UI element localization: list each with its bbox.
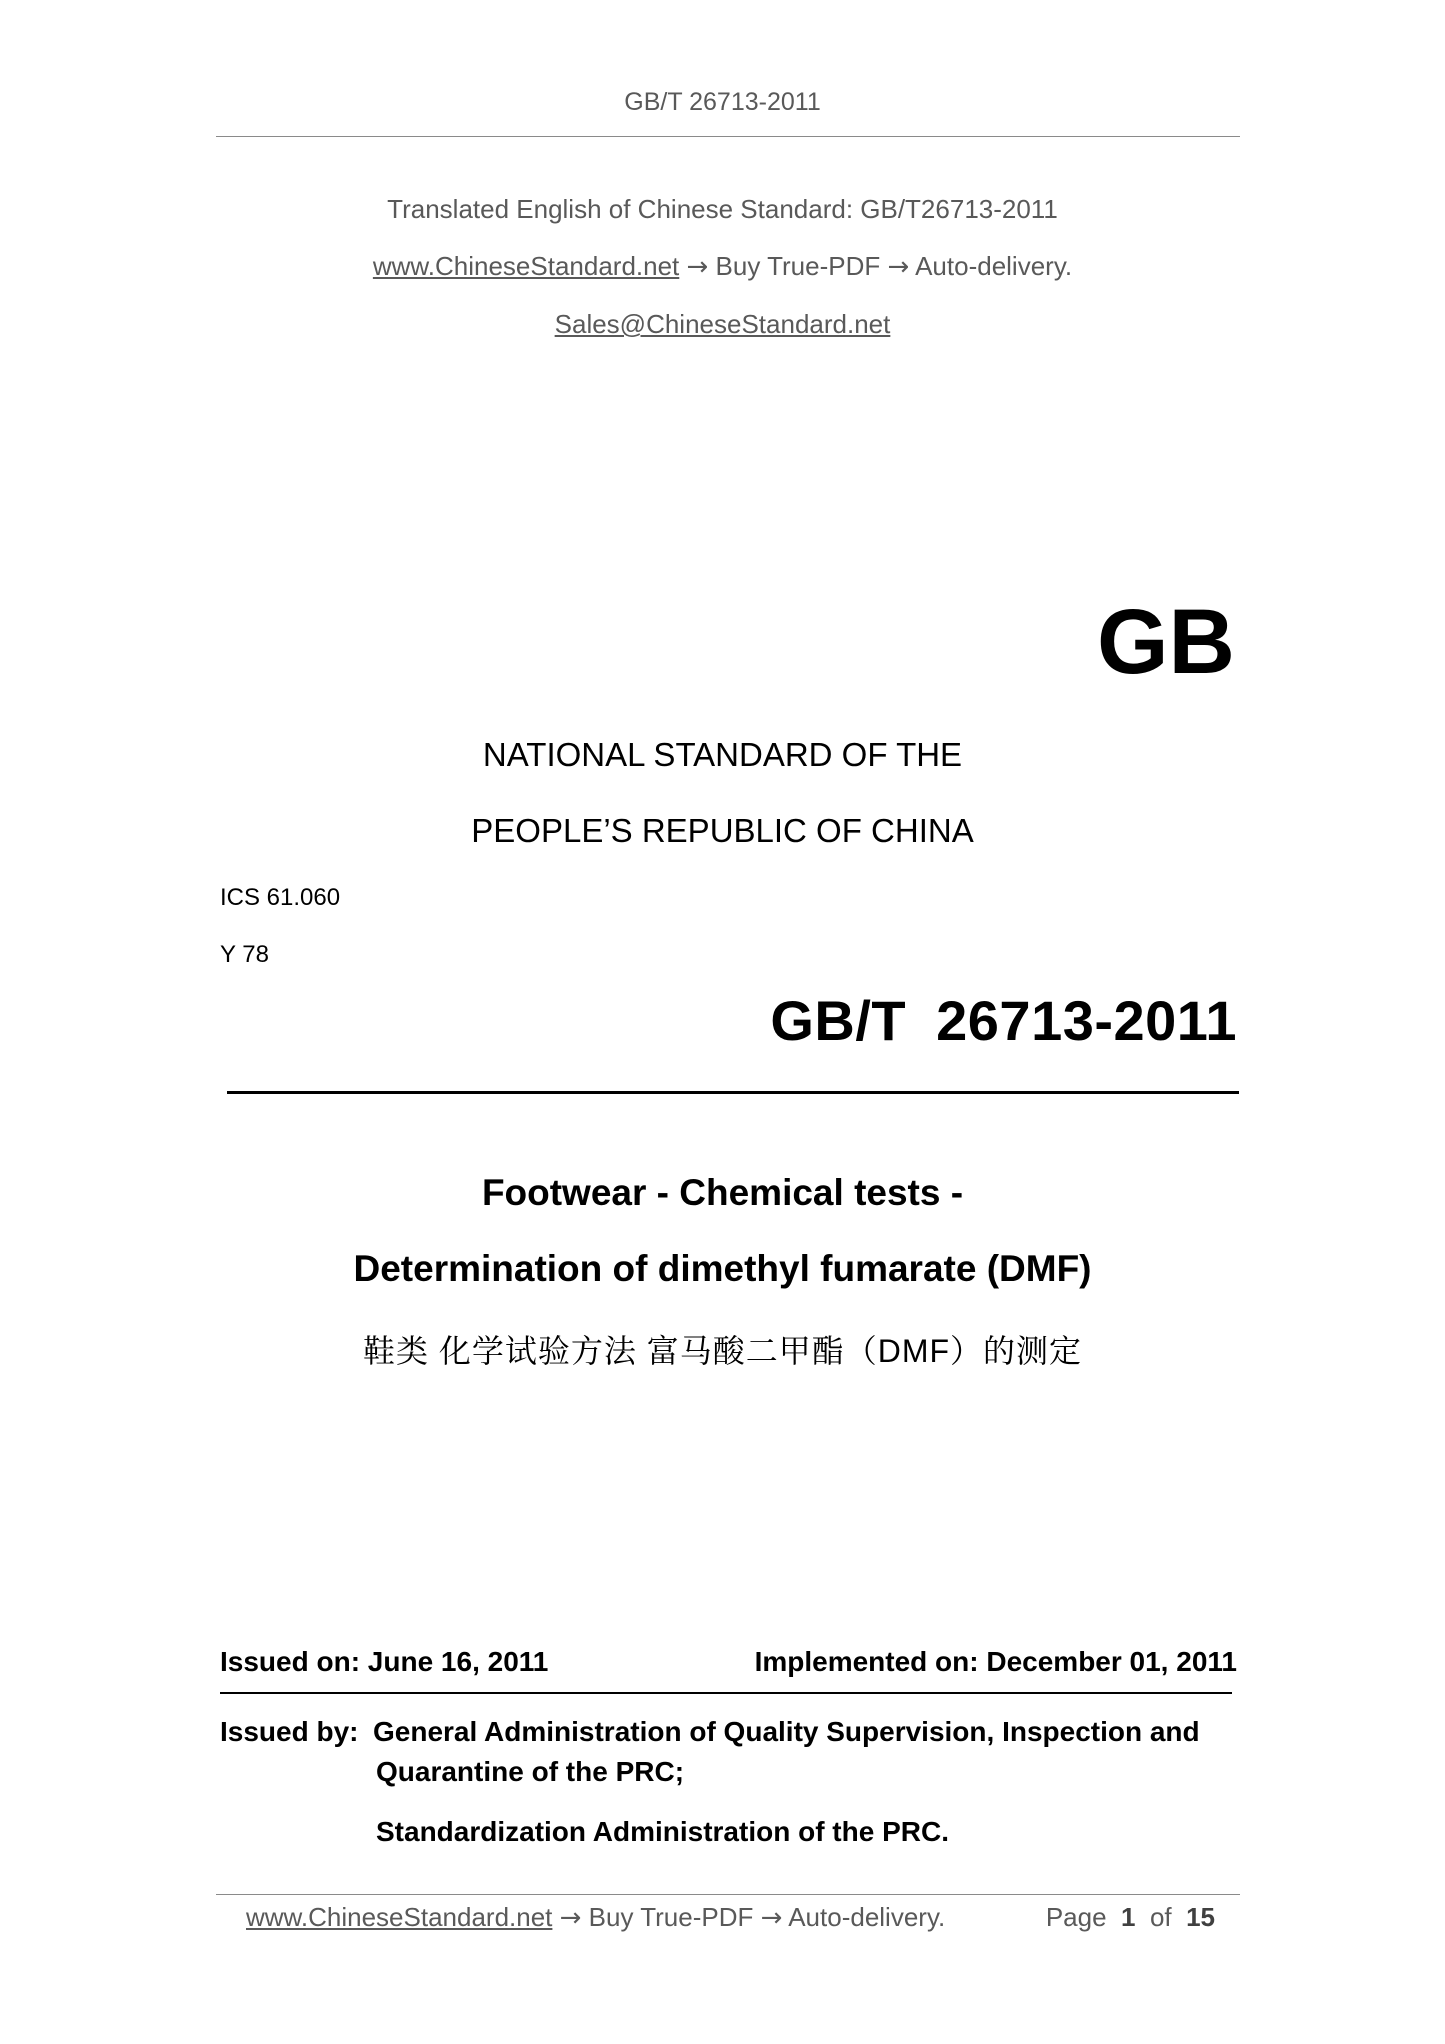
website-link[interactable]: www.ChineseStandard.net (372, 251, 680, 281)
issuer-line-3: Standardization Administration of the PRC. (376, 1816, 949, 1847)
issuer-line-1: General Administration of Quality Supervision, Inspection and (373, 1716, 1200, 1747)
title-divider (227, 1091, 1239, 1094)
issued-by-label: Issued by: (220, 1716, 359, 1747)
ics-code: ICS 61.060 (220, 884, 341, 911)
document-title-line-1: Footwear - Chemical tests - (481, 1172, 964, 1213)
country-line: PEOPLE’S REPUBLIC OF CHINA (471, 812, 974, 849)
delivery-text: Auto-delivery. (915, 251, 1073, 281)
page-indicator (1046, 1902, 1215, 1933)
arrow-right-icon: → (559, 1903, 582, 1933)
arrow-right-icon: → (686, 252, 709, 282)
dates-divider (220, 1692, 1232, 1694)
issued-on-date: Issued on: June 16, 2011 (220, 1646, 549, 1677)
email-line (0, 309, 1445, 340)
arrow-right-icon: → (760, 1903, 783, 1933)
standard-number: GB/T 26713-2011 (770, 989, 1237, 1052)
issuer-line-2: Quarantine of the PRC; (376, 1756, 685, 1787)
page-label: Page (1045, 1902, 1107, 1932)
footer-website-link[interactable]: www.ChineseStandard.net (246, 1902, 553, 1932)
footer-buy-text: Buy True-PDF (588, 1902, 754, 1932)
national-standard-line: NATIONAL STANDARD OF THE (482, 736, 963, 773)
document-title-line-2: Determination of dimethyl fumarate (DMF) (353, 1248, 1092, 1289)
header-divider (216, 136, 1240, 137)
chinese-title: 鞋类 化学试验方法 富马酸二甲酯（DMF）的测定 (362, 1333, 1083, 1369)
footer-delivery-text: Auto-delivery. (788, 1902, 946, 1932)
page-total: 15 (1186, 1902, 1215, 1932)
purchase-line (0, 251, 1445, 282)
footer-divider (216, 1894, 1240, 1895)
classification-code: Y 78 (220, 941, 269, 968)
email-link[interactable]: Sales@ChineseStandard.net (554, 309, 891, 339)
footer-purchase-line (246, 1902, 945, 1933)
implemented-on-date: Implemented on: December 01, 2011 (754, 1646, 1237, 1677)
gb-logo: GB (1097, 591, 1235, 693)
of-label: of (1149, 1902, 1172, 1932)
page-number: 1 (1121, 1902, 1136, 1932)
buy-text: Buy True-PDF (715, 251, 881, 281)
translation-notice: Translated English of Chinese Standard: GB/T26713-2011 (387, 194, 1058, 224)
arrow-right-icon: → (887, 252, 910, 282)
running-header: GB/T 26713-2011 (624, 88, 821, 116)
